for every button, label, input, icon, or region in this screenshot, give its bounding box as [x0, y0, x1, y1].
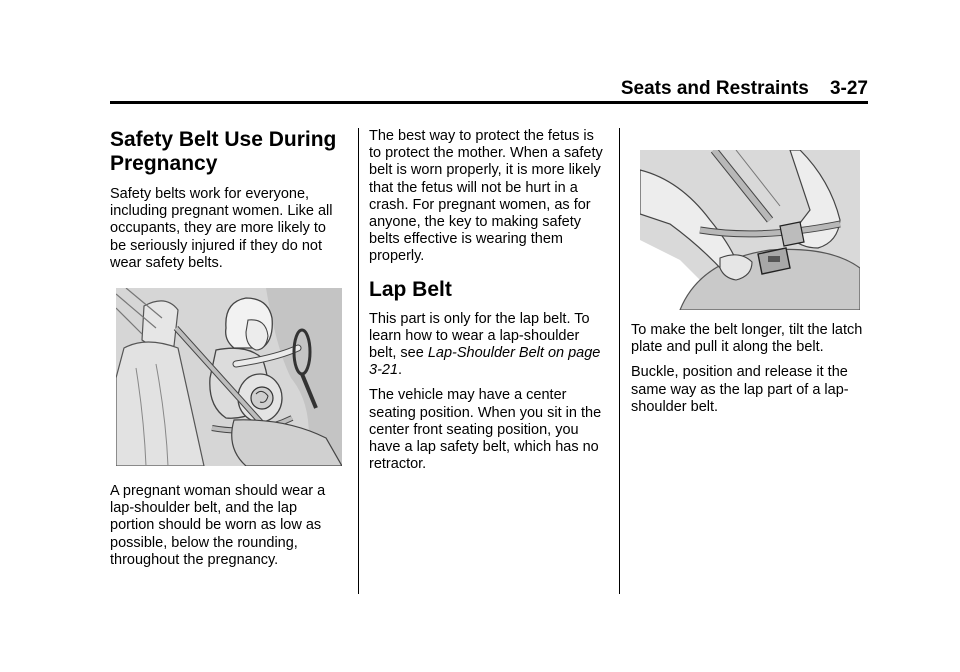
column-divider-2	[619, 128, 620, 594]
column-3	[631, 128, 871, 424]
column-2	[369, 128, 609, 481]
cross-reference-link[interactable]: Lap-Shoulder Belt on page 3-21	[369, 345, 601, 379]
section-title: Seats and Restraints	[620, 78, 809, 99]
paragraph: The vehicle may have a center seating position. When you sit in the center front seating position, you have a lap safety belt, which has no retractor.	[369, 387, 602, 473]
column-1	[110, 128, 344, 577]
paragraph: Buckle, position and release it the same way as the lap part of a lap-shoulder belt.	[631, 364, 849, 415]
pregnant-woman-seatbelt-illustration	[116, 288, 342, 466]
paragraph: To make the belt longer, tilt the latch plate and pull it along the belt.	[631, 322, 863, 356]
header-title	[621, 78, 868, 100]
paragraph: The best way to protect the fetus is to protect the mother. When a safety belt is worn properly, it is more likely that the fetus will not be hurt in a crash. For pregnant women, as for anyone, the key to making safety belts effective is wearing them properly.	[369, 128, 603, 265]
paragraph: Safety belts work for everyone, including pregnant women. Like all occupants, they are more likely to be seriously injured if they do not wear safety belts.	[110, 186, 333, 271]
column-divider-1	[358, 128, 359, 594]
page-number: 3-27	[829, 78, 868, 99]
lap-belt-latch-plate-illustration	[640, 150, 860, 310]
section-heading: Safety Belt Use During Pregnancy	[110, 128, 337, 175]
header-rule	[110, 101, 868, 104]
paragraph	[369, 311, 609, 380]
text: This part is only for the lap belt. To learn how to wear a lap-shoulder belt, see	[369, 310, 590, 362]
paragraph: A pregnant woman should wear a lap-shoulder belt, and the lap portion should be worn as low as possible, below the rounding, throughout the pregnancy.	[110, 483, 326, 568]
section-heading: Lap Belt	[369, 277, 452, 301]
page-header	[110, 78, 868, 100]
text: .	[398, 362, 403, 379]
